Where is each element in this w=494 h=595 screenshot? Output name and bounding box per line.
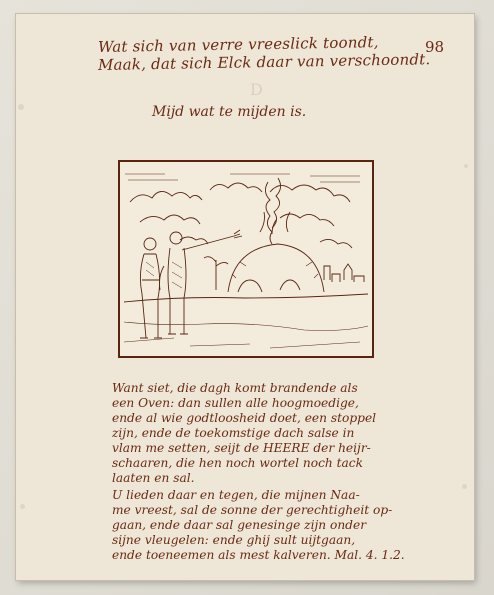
- text-line: zijn, ende de toekomstige dach salse in: [112, 426, 355, 440]
- text-line: gaan, ende daar sal genesinge zijn onder: [112, 518, 367, 532]
- text-line: sijne vleugelen: ende ghij sult uijtgaan,: [112, 533, 356, 547]
- engraving-illustration: [118, 160, 374, 358]
- text-line: schaaren, die hen noch wortel noch tack: [112, 456, 363, 470]
- paper-stain: [18, 104, 24, 110]
- text-line: Want siet, die dagh komt brandende als: [112, 381, 358, 395]
- text-line: ende al wie godtloosheid doet, een stoppel: [112, 411, 377, 425]
- text-line: ende toeneemen als mest kalveren. Mal. 4. 1.2.: [112, 548, 405, 562]
- title-line-2: Maak, dat sich Elck daar van verschoondt.: [97, 50, 431, 74]
- title-line-1: Wat sich van verre vreeslick toondt,: [97, 33, 379, 56]
- paper-stain: [464, 164, 468, 168]
- text-line: laaten en sal.: [112, 471, 195, 485]
- page-number: 98: [425, 38, 445, 56]
- motto: Mijd wat te mijden is.: [152, 104, 307, 120]
- fire-scene-drawing: [120, 162, 372, 356]
- text-line: U lieden daar en tegen, die mijnen Naa-: [112, 488, 360, 502]
- paper-stain: [462, 484, 467, 489]
- text-line: een Oven: dan sullen alle hoogmoedige,: [112, 396, 359, 410]
- text-line: vlam me setten, seijt de HEERE der heijr-: [112, 441, 371, 455]
- paper-stain: [20, 504, 25, 509]
- ink-bleed-through: D: [250, 80, 263, 99]
- text-line: me vreest, sal de sonne der gerechtigheit op-: [112, 503, 393, 517]
